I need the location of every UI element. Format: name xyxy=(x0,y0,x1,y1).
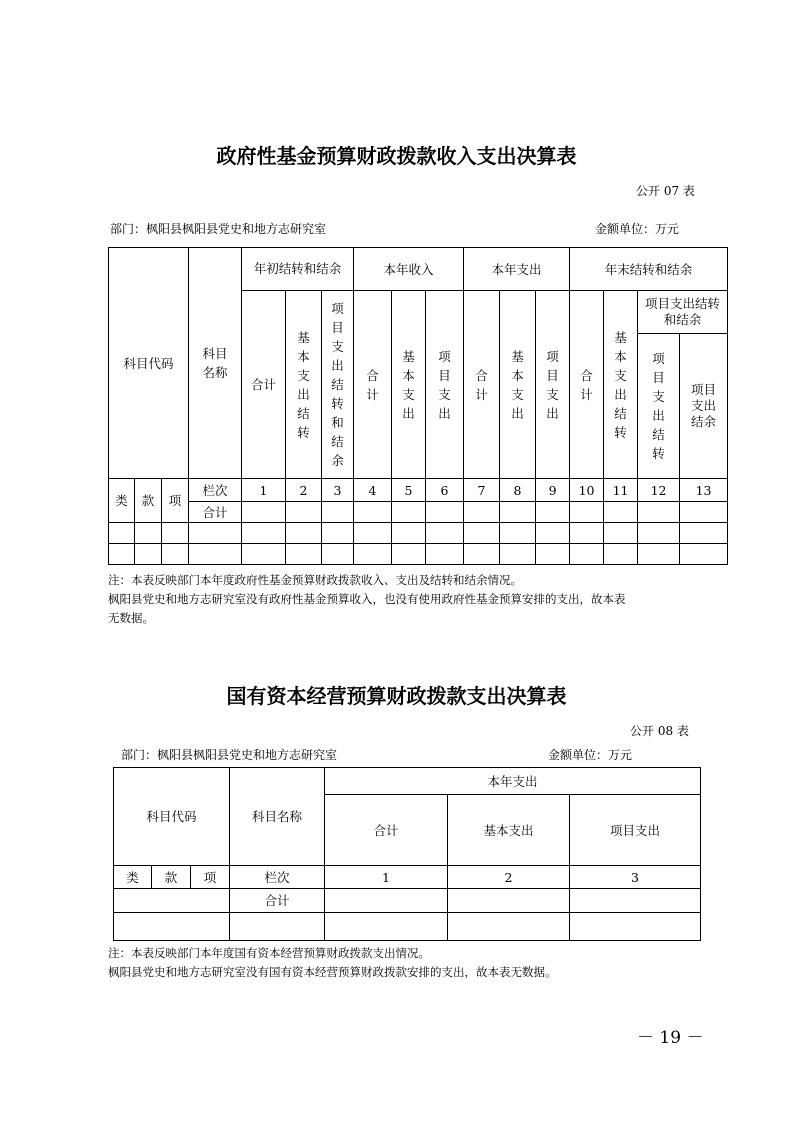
table2-department: 部门：枫阳县枫阳县党史和地方志研究室 xyxy=(121,748,338,762)
table-cell xyxy=(114,889,230,913)
table-cell xyxy=(286,502,322,523)
col-number: 10 xyxy=(570,479,604,502)
table2-grid xyxy=(113,767,701,941)
table-cell xyxy=(500,502,536,523)
table-cell xyxy=(325,889,448,913)
header-xiang: 项 xyxy=(162,479,189,523)
table1-department: 部门：枫阳县枫阳县党史和地方志研究室 xyxy=(110,222,327,236)
table-cell xyxy=(536,502,570,523)
header-subject-code: 科目代码 xyxy=(109,248,189,479)
header-expense-total: 合计 xyxy=(464,291,500,479)
header-project-expense: 项目支出 xyxy=(570,795,701,866)
table1-amount-unit: 金额单位：万元 xyxy=(595,222,680,236)
table-cell xyxy=(570,889,701,913)
header-income-basic: 基本支出 xyxy=(392,291,426,479)
col-number: 3 xyxy=(322,479,354,502)
table-cell xyxy=(680,502,728,523)
header-end-project-balance: 项目支出结余 xyxy=(680,334,728,479)
header-end-total: 合计 xyxy=(570,291,604,479)
table-cell xyxy=(426,502,464,523)
header-kuan: 款 xyxy=(135,479,162,523)
table-cell xyxy=(242,502,286,523)
table-cell xyxy=(322,502,354,523)
header-lanci: 栏次 xyxy=(230,866,325,889)
header-income-total: 合计 xyxy=(354,291,392,479)
header-xiang: 项 xyxy=(191,866,230,889)
col-number: 8 xyxy=(500,479,536,502)
table1-code: 公开 07 表 xyxy=(636,184,695,198)
header-total: 合计 xyxy=(325,795,448,866)
col-number: 9 xyxy=(536,479,570,502)
header-end-project-carry: 项目支出结转 xyxy=(638,334,680,479)
col-number: 6 xyxy=(426,479,464,502)
header-subject-name: 科目名称 xyxy=(230,768,325,866)
table1-grid xyxy=(108,247,728,565)
col-number: 11 xyxy=(604,479,638,502)
header-end-balance: 年末结转和结余 xyxy=(570,248,728,291)
col-number: 4 xyxy=(354,479,392,502)
header-subject-code: 科目代码 xyxy=(114,768,230,866)
col-number: 2 xyxy=(286,479,322,502)
header-begin-balance: 年初结转和结余 xyxy=(242,248,354,291)
table2-code: 公开 08 表 xyxy=(630,724,689,738)
table2-title: 国有资本经营预算财政拨款支出决算表 xyxy=(226,684,567,708)
table2-note: 注：本表反映部门本年度国有资本经营预算财政拨款支出情况。 枫阳县党史和地方志研究室没有国有资本经营预算财政拨款安排的支出，故本表无数据。 xyxy=(108,946,557,979)
table-cell xyxy=(392,502,426,523)
row-total-label: 合计 xyxy=(189,502,242,523)
col-number: 3 xyxy=(570,866,701,889)
col-number: 12 xyxy=(638,479,680,502)
table-cell xyxy=(464,502,500,523)
header-begin-project-carry: 项目支出结转和结余 xyxy=(322,291,354,479)
header-lei: 类 xyxy=(114,866,152,889)
table2-amount-unit: 金额单位：万元 xyxy=(548,748,633,762)
page-number: － 19 － xyxy=(637,1028,704,1048)
col-number: 2 xyxy=(448,866,570,889)
header-lanci: 栏次 xyxy=(189,479,242,502)
table1-note: 注：本表反映部门本年度政府性基金预算财政拨款收入、支出及结转和结余情况。 枫阳县党史和地方志研究室没有政府性基金预算收入，也没有使用政府性基金预算安排的支出，故本表 无数据。 xyxy=(108,573,626,625)
header-end-project: 项目支出结转和结余 xyxy=(638,291,728,334)
header-begin-basic-carry: 基本支出结转 xyxy=(286,291,322,479)
col-number: 5 xyxy=(392,479,426,502)
col-number: 13 xyxy=(680,479,728,502)
header-expense-project: 项目支出 xyxy=(536,291,570,479)
header-begin-total: 合计 xyxy=(242,291,286,479)
header-end-basic-carry: 基本支出结转 xyxy=(604,291,638,479)
table-row xyxy=(114,913,701,941)
header-subject-name: 科目名称 xyxy=(189,248,242,479)
table-cell xyxy=(638,502,680,523)
header-income-project: 项目支出 xyxy=(426,291,464,479)
col-number: 1 xyxy=(242,479,286,502)
table-cell xyxy=(604,502,638,523)
table1-title: 政府性基金预算财政拨款收入支出决算表 xyxy=(216,144,577,168)
row-total-label: 合计 xyxy=(230,889,325,913)
table-row xyxy=(109,523,728,544)
table-cell xyxy=(448,889,570,913)
header-lei: 类 xyxy=(109,479,135,523)
table-row xyxy=(109,544,728,565)
header-expense-basic: 基本支出 xyxy=(500,291,536,479)
header-current-income: 本年收入 xyxy=(354,248,464,291)
col-number: 7 xyxy=(464,479,500,502)
col-number: 1 xyxy=(325,866,448,889)
table-cell xyxy=(354,502,392,523)
table-cell xyxy=(570,502,604,523)
header-kuan: 款 xyxy=(152,866,191,889)
header-current-expense: 本年支出 xyxy=(325,768,701,795)
header-current-expense: 本年支出 xyxy=(464,248,570,291)
header-basic-expense: 基本支出 xyxy=(448,795,570,866)
